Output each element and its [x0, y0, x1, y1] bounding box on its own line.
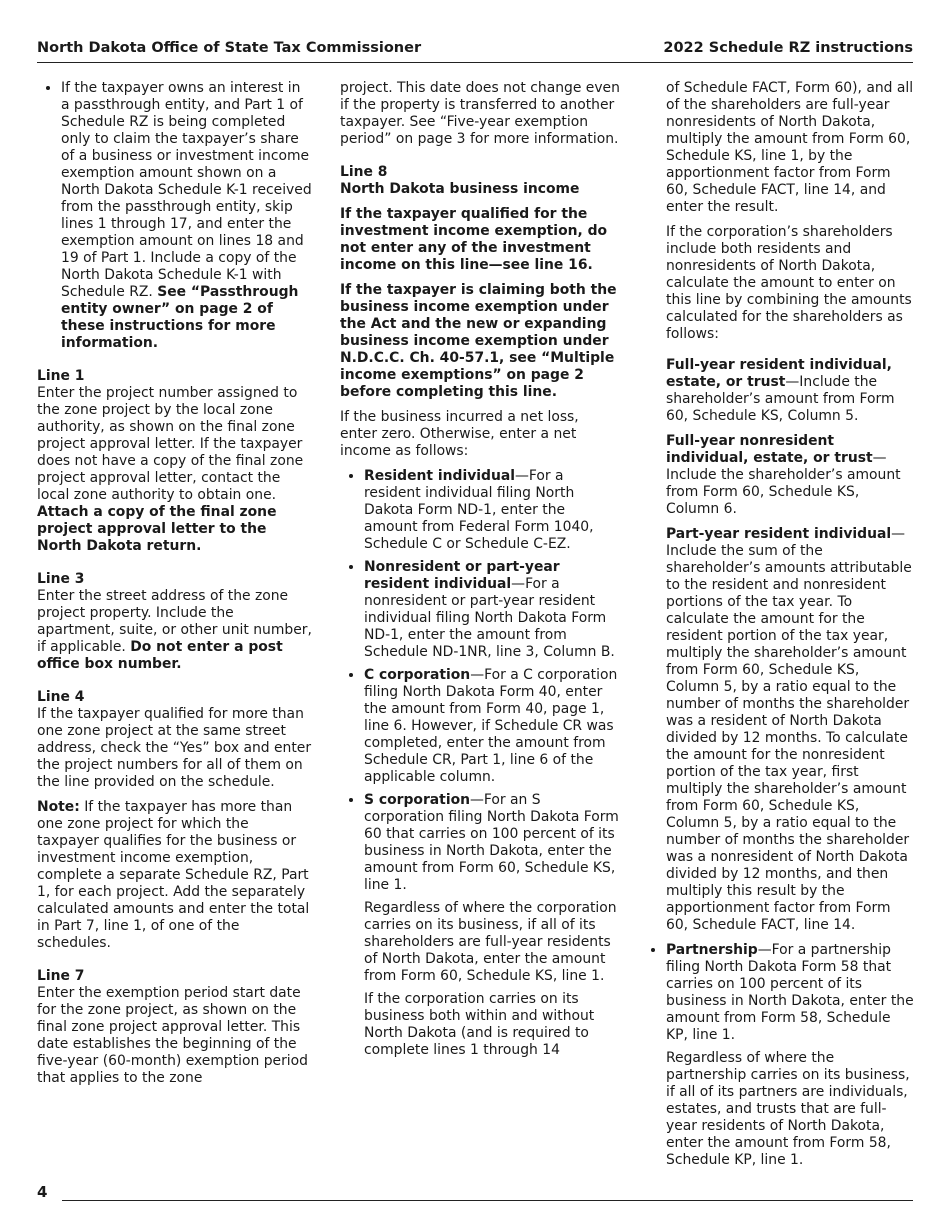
list-item: • Partnership—For a partnership filing North Dakota Form 58 that carries on 100 percent of its business in North Dakota, enter the amount from Form 58, Schedule KP, line 1. Regardless of where the partnership carries on its business, if all of its partners are individuals, estates, and trusts that are full-year residents of North Dakota, enter the amount from Form 58, Schedule KP, line 1. [666, 942, 916, 1169]
line3-heading: Line 3 [37, 571, 85, 587]
line8-section [340, 164, 620, 1059]
line1-section [37, 368, 312, 555]
column-3 [666, 80, 916, 1177]
line7-heading: Line 7 [37, 968, 85, 984]
line3-text: Enter the street address of the zone project property. Include the apartment, suite, or other unit number, if applicable. Do not enter a post office box number. [37, 588, 312, 672]
partnership-paragraph: Regardless of where the partnership carries on its business, if all of its partners are individuals, estates, and trusts that are full-year residents of North Dakota, enter the amount from Form 58, Schedule KP, line 1. [666, 1050, 910, 1168]
s-corp-paragraph: If the corporation carries on its business both within and without North Dakota (and is required to complete lines 1 through 14 [364, 991, 595, 1058]
page-header [37, 40, 913, 63]
line1-text: Enter the project number assigned to the zone project by the local zone authority, as shown on the final zone project approval letter. If the taxpayer does not have a copy of the final zone project approval letter, contact the local zone authority to obtain one. Attach a copy of the final zone project approval letter to the North Dakota return. [37, 385, 304, 554]
line1-heading: Line 1 [37, 368, 85, 384]
line8-heading: Line 8 [340, 164, 388, 180]
column-1 [37, 80, 312, 1095]
line7-text: Enter the exemption period start date for the zone project, as shown on the final zone project approval letter. This date establishes the beginning of the five-year (60-month) exemption period that applies to the zone [37, 985, 308, 1086]
part-year-resident: Part-year resident individual—Include the sum of the shareholder’s amounts attributable to the resident and nonresident portions of the tax year. To calculate the amount for the resident portion of the tax year, multiply the shareholder’s amount from Form 60, Schedule KS, Column 5, by a ratio equal to the number of months the shareholder was a resident of North Dakota divided by 12 months. To calculate the amount for the nonresident portion of the tax year, first multiply the shareholder’s amount from Form 60, Schedule KS, Column 5, by a ratio equal to the number of months the shareholder was a nonresident of North Dakota divided by 12 months, and then multiply this result by the apportionment factor from Form 60, Schedule FACT, line 14. [666, 526, 912, 933]
s-corp-paragraph: Regardless of where the corporation carries on its business, if all of its shareholders are full-year residents of North Dakota, enter the amount from Form 60, Schedule KS, line 1. [364, 900, 617, 984]
partnership-list [642, 942, 916, 1169]
page-number: 4 [37, 1183, 48, 1201]
line4-text: If the taxpayer qualified for more than one zone project at the same street address, check the “Yes” box and enter the project numbers for all of them on the line provided on the schedule. [37, 706, 312, 790]
list-item: • C corporation—For a C corporation filing North Dakota Form 40, enter the amount from Form 40, page 1, line 6. However, if Schedule CR was completed, enter the amount from Schedule CR, Part 1, line 6 of the applicable column. [364, 667, 620, 786]
column-2 [340, 80, 620, 1067]
document-title: 2022 Schedule RZ instructions [663, 40, 913, 56]
line7-section [37, 968, 312, 1087]
s-corp-continued-text: of Schedule FACT, Form 60), and all of the shareholders are full-year nonresidents of North Dakota, multiply the amount from Form 60, Schedule KS, line 1, by the apportionment factor from Form 60, Schedule FACT, line 14, and enter the result. [666, 80, 914, 215]
agency-name: North Dakota Office of State Tax Commissioner [37, 40, 422, 56]
multiple-exemption-note: If the taxpayer is claiming both the business income exemption under the Act and the new or expanding business income exemption under N.D.C.C. Ch. 40-57.1, see “Multiple income exemptions” on page 2 before completing this line. [340, 282, 617, 400]
line8-subheading: North Dakota business income [340, 181, 580, 197]
full-year-nonresident: Full-year nonresident individual, estate, or trust—Include the shareholder’s amount from Form 60, Schedule KS, Column 6. [666, 433, 901, 517]
line7-continued: project. This date does not change even if the property is transferred to another taxpayer. See “Five-year exemption period” on page 3 for more information. [340, 80, 620, 147]
list-item: • S corporation—For an S corporation filing North Dakota Form 60 that carries on 100 percent of its business in North Dakota, enter the amount from Form 60, Schedule KS, line 1. Regardless of where the corporation carries on its business, if all of its shareholders are full-year residents of North Dakota, enter the amount from Form 60, Schedule KS, line 1. If the corporation carries on its business both within and without North Dakota (and is required to complete lines 1 through 14 [364, 792, 620, 1059]
list-item [61, 80, 312, 352]
net-loss-intro: If the business incurred a net loss, enter zero. Otherwise, enter a net income as follows: [340, 409, 579, 459]
s-corp-continued [666, 80, 916, 934]
mixed-shareholders-text: If the corporation’s shareholders include both residents and nonresidents of North Dakota, calculate the amount to enter on this line by combining the amounts calculated for the shareholders as follows: [666, 224, 912, 342]
footer-rule [62, 1200, 913, 1201]
bullet-bold-text: See “Passthrough entity owner” on page 2 of these instructions for more information. [61, 284, 299, 351]
line4-section [37, 689, 312, 952]
full-year-resident: Full-year resident individual, estate, or trust—Include the shareholder’s amount from Form 60, Schedule KS, Column 5. [666, 357, 895, 424]
passthrough-bullet-list [37, 80, 312, 352]
line3-section [37, 571, 312, 673]
page-footer [37, 1183, 913, 1203]
list-item: • Resident individual—For a resident individual filing North Dakota Form ND-1, enter the amount from Federal Form 1040, Schedule C or Schedule C-EZ. [364, 468, 620, 553]
note-paragraph: Note: If the taxpayer has more than one zone project for which the taxpayer qualifies for the business or investment income exemption, complete a separate Schedule RZ, Part 1, for each project. Add the separately calculated amounts and enter the total in Part 7, line 1, of one of the schedules. [37, 799, 310, 951]
line4-heading: Line 4 [37, 689, 85, 705]
business-income-list [340, 468, 620, 1059]
investment-exemption-note: If the taxpayer qualified for the investment income exemption, do not enter any of the investment income on this line—see line 16. [340, 206, 608, 273]
list-item: • Nonresident or part-year resident individual—For a nonresident or part-year resident individual filing North Dakota Form ND-1, enter the amount from Schedule ND-1NR, line 3, Column B. [364, 559, 620, 661]
bullet-text: If the taxpayer owns an interest in a passthrough entity, and Part 1 of Schedule RZ is being completed only to claim the taxpayer’s share of a business or investment income exemption amount shown on a North Dakota Schedule K-1 received from the passthrough entity, skip lines 1 through 17, and enter the exemption amount on lines 18 and 19 of Part 1. Include a copy of the North Dakota Schedule K-1 with Schedule RZ. [61, 80, 312, 300]
